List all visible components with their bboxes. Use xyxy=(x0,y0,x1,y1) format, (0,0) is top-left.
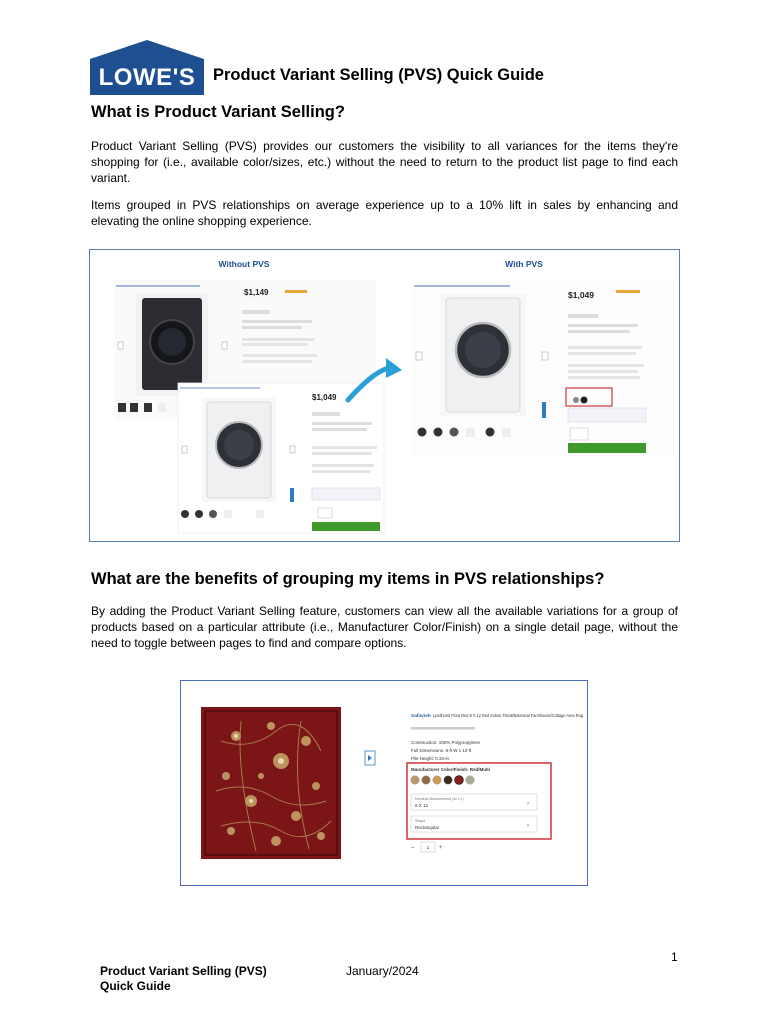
color-swatch[interactable] xyxy=(455,776,464,785)
shape-label: Shape xyxy=(415,819,426,823)
section1-heading: What is Product Variant Selling? xyxy=(91,103,345,121)
with-pvs-card xyxy=(412,280,674,458)
svg-text:›: › xyxy=(527,823,529,829)
color-swatch[interactable] xyxy=(433,776,442,785)
color-finish-label: Manufacturer Color/Finish: Red/Multi xyxy=(411,767,491,772)
rug-brand: Safavieh xyxy=(411,714,431,719)
color-swatch[interactable] xyxy=(466,776,475,785)
with-pvs-price: $1,049 xyxy=(568,290,594,300)
pvs-comparison-figure xyxy=(89,249,680,542)
logo-text: LOWE'S xyxy=(98,64,196,91)
section1-paragraph-2: Items grouped in PVS relationships on average experience up to a 10% lift in sales by enhancing and elevating the online shopping experience. xyxy=(91,198,678,228)
size-value: 8 X 12 xyxy=(415,803,429,808)
footer-date: January/2024 xyxy=(346,964,419,978)
svg-text:›: › xyxy=(527,801,529,807)
without-pvs-label: Without PVS xyxy=(218,259,270,269)
svg-text:+: + xyxy=(439,845,443,851)
color-swatch-row xyxy=(411,776,475,785)
footer-title-line-1: Product Variant Selling (PVS) xyxy=(100,964,267,978)
without-pvs-card-front xyxy=(178,383,384,533)
section2-paragraph: By adding the Product Variant Selling feature, customers can view all the available variations for a group of products based on a particular attribute (i.e., Manufacturer Color/Finish) on a single detail page, without the need to toggle between pages to find and compare options. xyxy=(91,604,678,650)
without-pvs-price-front: $1,049 xyxy=(312,393,337,402)
lowes-logo xyxy=(90,40,204,95)
rug-image xyxy=(201,707,341,859)
with-pvs-label: With PVS xyxy=(505,259,543,269)
color-swatch[interactable] xyxy=(444,776,453,785)
section1-paragraph-1: Product Variant Selling (PVS) provides our customers the visibility to all variances for the items they're shopping for (i.e., available color/sizes, etc.) without the need to return to the product list page to find each variant. xyxy=(91,139,678,185)
size-label: Nominal Measurement (W x L) xyxy=(415,797,464,801)
svg-text:–: – xyxy=(411,845,415,851)
rug-bullet-3: Pile Height: 0.33-in xyxy=(411,756,450,761)
shape-value: Rectangular xyxy=(415,825,440,830)
color-swatch[interactable] xyxy=(422,776,431,785)
document-title: Product Variant Selling (PVS) Quick Guide xyxy=(213,66,544,84)
section2-heading: What are the benefits of grouping my items in PVS relationships? xyxy=(91,570,605,588)
page-number: 1 xyxy=(671,950,678,964)
rug-bullet-1: Construction: 100% Polypropylene xyxy=(411,740,481,745)
rug-variant-figure xyxy=(180,680,617,886)
rug-bullet-2: Full Dimensions: 8-ft W x 12-ft xyxy=(411,748,472,753)
without-pvs-price-back: $1,149 xyxy=(244,288,269,297)
footer-title-line-2: Quick Guide xyxy=(100,979,171,993)
footer-title xyxy=(100,964,267,994)
rug-title: Lyndhurst Flora Red 8 X 12 Red Indoor Floral/Botanical Farmhouse/Cottage Area Rug xyxy=(433,714,617,719)
color-swatch[interactable] xyxy=(411,776,420,785)
quantity-value: 1 xyxy=(426,845,430,850)
